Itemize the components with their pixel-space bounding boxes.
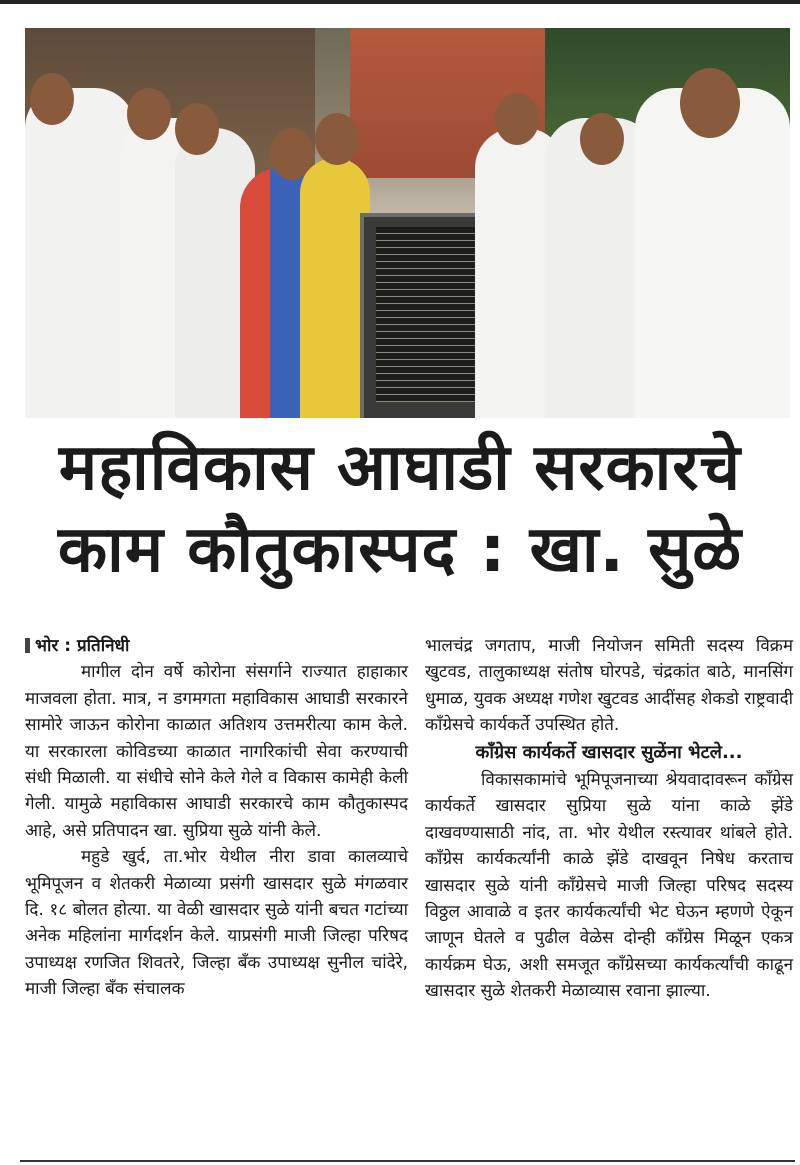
headline-line-1: महाविकास आघाडी सरकारचे <box>58 431 742 505</box>
article-paragraph: मागील दोन वर्षे कोरोना संसर्गाने राज्यात हाहाकार माजवला होता. मात्र, न डगमगता महाविकास आघाडी सरकारने सामोरे जाऊन कोरोना काळात अतिशय उत्तमरीत्या काम केले. या सरकारला कोविडच्या काळात नागरिकांची सेवा करण्याची संधी मिळाली. या संधीचे सोने केले गेले व विकास कामेही केली गेली. यामुळे महाविकास आघाडी सरकारचे काम कौतुकास्पद आहे, असे प्रतिपादन खा. सुप्रिया सुळे यांनी केले. <box>25 662 408 841</box>
article-column-right <box>425 633 793 1005</box>
photo-person-head <box>680 68 740 138</box>
photo-person-head <box>315 113 359 165</box>
article-column-left <box>25 633 408 1003</box>
bottom-rule <box>20 1160 795 1162</box>
subheading: काँग्रेस कार्यकर्ते खासदार सुळेंना भेटले... <box>475 741 743 763</box>
photo-person-head <box>127 88 171 140</box>
photo-person-head <box>580 113 624 165</box>
photo-person <box>25 88 135 418</box>
dateline-text: भोर : प्रतिनिधी <box>35 636 130 656</box>
dateline <box>25 633 408 659</box>
article-paragraph-continued: भालचंद्र जगताप, माजी नियोजन समिती सदस्य विक्रम खुटवड, तालुकाध्यक्ष संतोष घोरपडे, चंद्रकांत बाठे, मानसिंग धुमाळ, युवक अध्यक्ष गणेश खुटवड आदींसह शेकडो राष्ट्रवादी काँग्रेसचे कार्यकर्ते उपस्थित होते. <box>425 636 793 736</box>
photo-person-head <box>30 73 74 125</box>
headline-line-2: काम कौतुकास्पद : खा. सुळे <box>57 513 743 587</box>
photo-person-head <box>175 103 219 155</box>
news-photo <box>25 28 790 418</box>
article-paragraph: विकासकामांचे भूमिपूजनाच्या श्रेयवादावरून काँग्रेस कार्यकर्ते खासदार सुप्रिया सुळे यांना काळे झेंडे दाखवण्यासाठी नांद, ता. भोर येथील रस्त्यावर थांबले होते. काँग्रेस कार्यकर्त्यांनी काळे झेंडे दाखवून निषेध करताच खासदार सुळे यांनी काँग्रेसचे माजी जिल्हा परिषद सदस्य विठ्ठल आवाळे व इतर कार्यकर्त्यांची भेट घेऊन म्हणणे ऐकून जाणून घेतले व पुढील वेळेस दोन्ही काँग्रेस मिळून एकत्र कार्यक्रम घेऊ, अशी समजूत काँग्रेसच्या कार्यकर्त्यांची काढून खासदार सुळे शेतकरी मेळाव्यास रवाना झाल्या. <box>425 770 793 1002</box>
dateline-marker <box>25 638 30 653</box>
photo-person-head <box>495 93 539 145</box>
top-rule <box>0 0 800 4</box>
article-paragraph: महुडे खुर्द, ता.भोर येथील नीरा डावा कालव्याचे भूमिपूजन व शेतकरी मेळाव्या प्रसंगी खासदार सुळे मंगळवार दि. १८ बोलत होत्या. या वेळी खासदार सुळे यांनी बचत गटांच्या अनेक महिलांना मार्गदर्शन केले. याप्रसंगी माजी जिल्हा परिषद उपाध्यक्ष रणजित शिवतरे, जिल्हा बँक उपाध्यक्ष सुनील चांदेरे, माजी जिल्हा बँक संचालक <box>25 847 408 1000</box>
